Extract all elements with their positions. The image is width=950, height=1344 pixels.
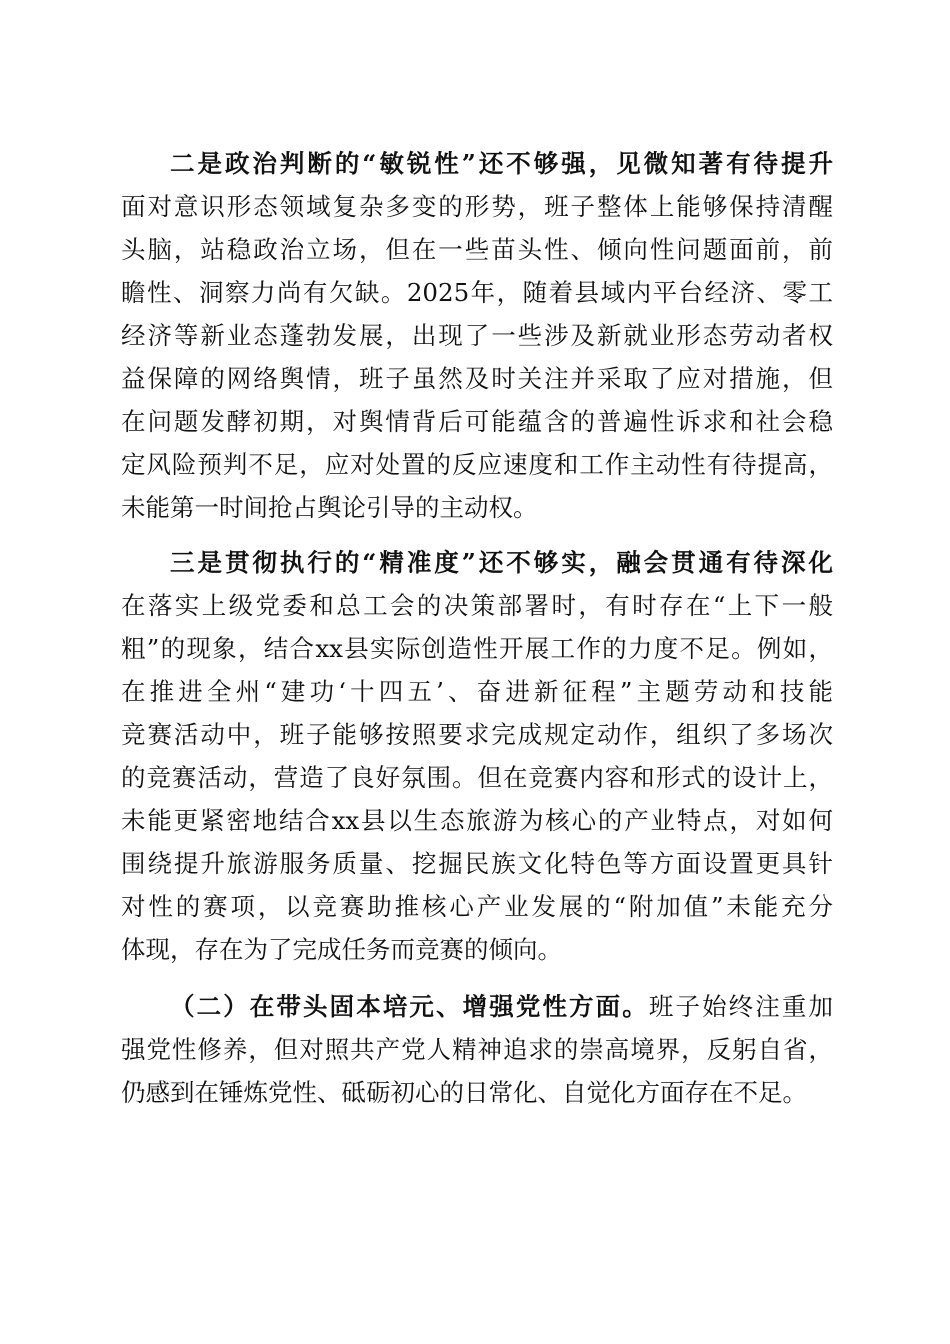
paragraph-line: 对性的赛项，以竞赛助推核心产业发展的“附加值”未能充分: [121, 892, 833, 921]
paragraph-line: 经济等新业态蓬勃发展，出现了一些涉及新就业形态劳动者权: [121, 321, 833, 350]
paragraph-line: 在落实上级党委和总工会的决策部署时，有时存在“上下一般: [121, 591, 833, 620]
section-two-first-line: [170, 987, 833, 1027]
paragraph-line: 在问题发酵初期，对舆情背后可能蕴含的普遍性诉求和社会稳: [121, 407, 833, 436]
paragraph-line: 头脑，站稳政治立场，但在一些苗头性、倾向性问题面前，前: [121, 235, 833, 264]
section-heading-party-spirit: （二）在带头固本培元、增强党性方面。: [170, 992, 649, 1021]
paragraph-line: 未能更紧密地结合xx县以生态旅游为核心的产业特点，对如何: [121, 806, 833, 835]
paragraph-line: 未能第一时间抢占舆论引导的主动权。: [121, 493, 538, 522]
paragraph-text: 班子始终注重加: [648, 992, 833, 1021]
paragraph-line: 瞻性、洞察力尚有欠缺。2025年，随着县域内平台经济、零工: [121, 278, 833, 307]
paragraph-line: 面对意识形态领域复杂多变的形势，班子整体上能够保持清醒: [121, 192, 833, 221]
heading-political-judgment: 二是政治判断的“敏锐性”还不够强，见微知著有待提升: [170, 149, 833, 178]
paragraph-line: 定风险预判不足，应对处置的反应速度和工作主动性有待提高，: [121, 450, 833, 479]
heading-execution-precision: 三是贯彻执行的“精准度”还不够实，融会贯通有待深化: [170, 548, 833, 577]
paragraph-line: 粗”的现象，结合xx县实际创造性开展工作的力度不足。例如，: [121, 634, 833, 663]
paragraph-line: 体现，存在为了完成任务而竞赛的倾向。: [121, 935, 562, 964]
paragraph-line: 益保障的网络舆情，班子虽然及时关注并采取了应对措施，但: [121, 364, 833, 393]
paragraph-line: 竞赛活动中，班子能够按照要求完成规定动作，组织了多场次: [121, 720, 833, 749]
paragraph-line: 围绕提升旅游服务质量、挖掘民族文化特色等方面设置更具针: [121, 849, 833, 878]
paragraph-line: 强党性修养，但对照共产党人精神追求的崇高境界，反躬自省，: [121, 1035, 833, 1064]
paragraph-line: 的竞赛活动，营造了良好氛围。但在竞赛内容和形式的设计上，: [121, 763, 833, 792]
paragraph-line: 在推进全州“建功‘十四五’、奋进新征程”主题劳动和技能: [121, 677, 833, 706]
paragraph-line: 仍感到在锤炼党性、砥砺初心的日常化、自觉化方面存在不足。: [121, 1078, 807, 1107]
